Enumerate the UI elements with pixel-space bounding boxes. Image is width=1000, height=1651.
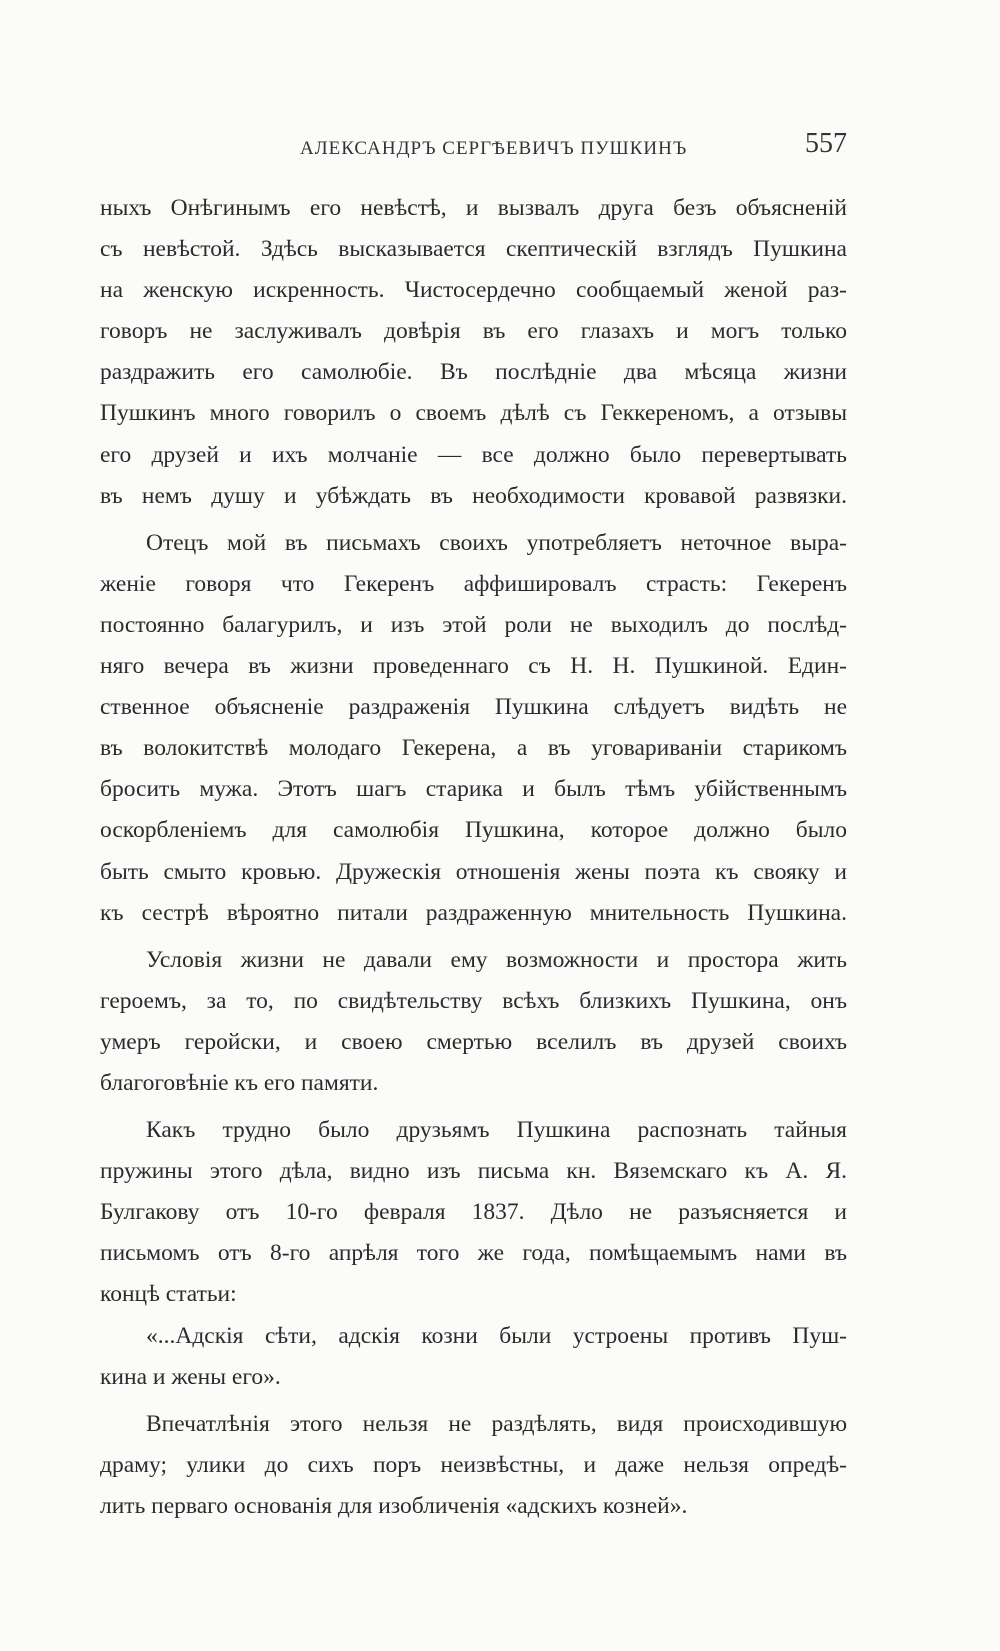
quotation bbox=[100, 1316, 847, 1398]
text-line: говоръ не заслуживалъ довѣрія въ его глазахъ и могъ только bbox=[100, 318, 847, 345]
text-line: героемъ, за то, по свидѣтельству всѣхъ близкихъ Пушкина, онъ bbox=[100, 987, 847, 1014]
text-line: Какъ трудно было друзьямъ Пушкина распознать тайныя bbox=[146, 1117, 847, 1144]
text-line: постоянно балагурилъ, и изъ этой роли не выходилъ до послѣд- bbox=[100, 611, 847, 638]
text-line: съ невѣстой. Здѣсь высказывается скептическій взглядъ Пушкина bbox=[100, 236, 847, 263]
text-line: оскорбленіемъ для самолюбія Пушкина, которое должно было bbox=[100, 817, 847, 844]
body-text bbox=[100, 188, 847, 1527]
text-line: бросить мужа. Этотъ шагъ старика и былъ тѣмъ убійственнымъ bbox=[100, 776, 847, 803]
text-line: раздражить его самолюбіе. Въ послѣдніе два мѣсяца жизни bbox=[100, 359, 847, 386]
text-line: въ немъ душу и убѣждать въ необходимости кровавой развязки. bbox=[100, 482, 847, 509]
paragraph bbox=[100, 523, 847, 934]
text-line: драму; улики до сихъ поръ неизвѣстны, и даже нельзя опредѣ- bbox=[100, 1451, 847, 1478]
text-line: Условія жизни не давали ему возможности и простора жить bbox=[146, 946, 847, 973]
text-line: кина и жены его». bbox=[100, 1363, 281, 1390]
text-line: ныхъ Онѣгинымъ его невѣстѣ, и вызвалъ друга безъ объясненій bbox=[100, 195, 847, 221]
text-line: концѣ статьи: bbox=[100, 1281, 237, 1308]
text-line: женіе говоря что Гекеренъ аффишировалъ страсть: Гекеренъ bbox=[100, 570, 847, 597]
text-line: ственное объясненіе раздраженія Пушкина слѣдуетъ видѣть не bbox=[100, 694, 847, 721]
text-line: лить перваго основанія для изобличенія «адскихъ козней». bbox=[100, 1492, 688, 1519]
text-line: умеръ геройски, и своею смертью вселилъ въ друзей своихъ bbox=[100, 1028, 847, 1055]
paragraph bbox=[100, 1404, 847, 1527]
text-line: быть смыто кровью. Дружескія отношенія жены поэта къ свояку и bbox=[100, 858, 847, 885]
text-line: Пушкинъ много говорилъ о своемъ дѣлѣ съ Геккереномъ, а отзывы bbox=[100, 400, 847, 427]
paragraph bbox=[100, 1110, 847, 1315]
text-line: въ волокитствѣ молодаго Гекерена, а въ уговариваніи старикомъ bbox=[100, 735, 847, 762]
text-line: пружины этого дѣла, видно изъ письма кн. Вяземскаго къ А. Я. bbox=[100, 1158, 847, 1185]
text-line: Отецъ мой въ письмахъ своихъ употребляетъ неточное выра- bbox=[146, 529, 847, 556]
text-line: Впечатлѣнія этого нельзя не раздѣлять, видя происходившую bbox=[146, 1410, 847, 1437]
running-title: АЛЕКСАНДРЪ СЕРГѢЕВИЧЪ ПУШКИНЪ bbox=[300, 138, 688, 159]
running-header bbox=[100, 128, 847, 168]
text-line: письмомъ отъ 8-го апрѣля того же года, помѣщаемымъ нами въ bbox=[100, 1240, 847, 1267]
text-line: Булгакову отъ 10-го февраля 1837. Дѣло не разъясняется и bbox=[100, 1199, 847, 1226]
paragraph bbox=[100, 188, 847, 517]
page-number: 557 bbox=[805, 128, 847, 159]
text-line: къ сестрѣ вѣроятно питали раздраженную мнительность Пушкина. bbox=[100, 899, 847, 926]
text-line: «...Адскія сѣти, адскія козни были устроены противъ Пуш- bbox=[146, 1322, 847, 1349]
paragraph bbox=[100, 940, 847, 1104]
text-line: его друзей и ихъ молчаніе — все должно было перевертывать bbox=[100, 441, 847, 468]
text-line: благоговѣніе къ его памяти. bbox=[100, 1069, 379, 1096]
text-line: на женскую искренность. Чистосердечно сообщаемый женой раз- bbox=[100, 277, 847, 304]
text-line: няго вечера въ жизни проведеннаго съ Н. Н. Пушкиной. Един- bbox=[100, 653, 847, 680]
